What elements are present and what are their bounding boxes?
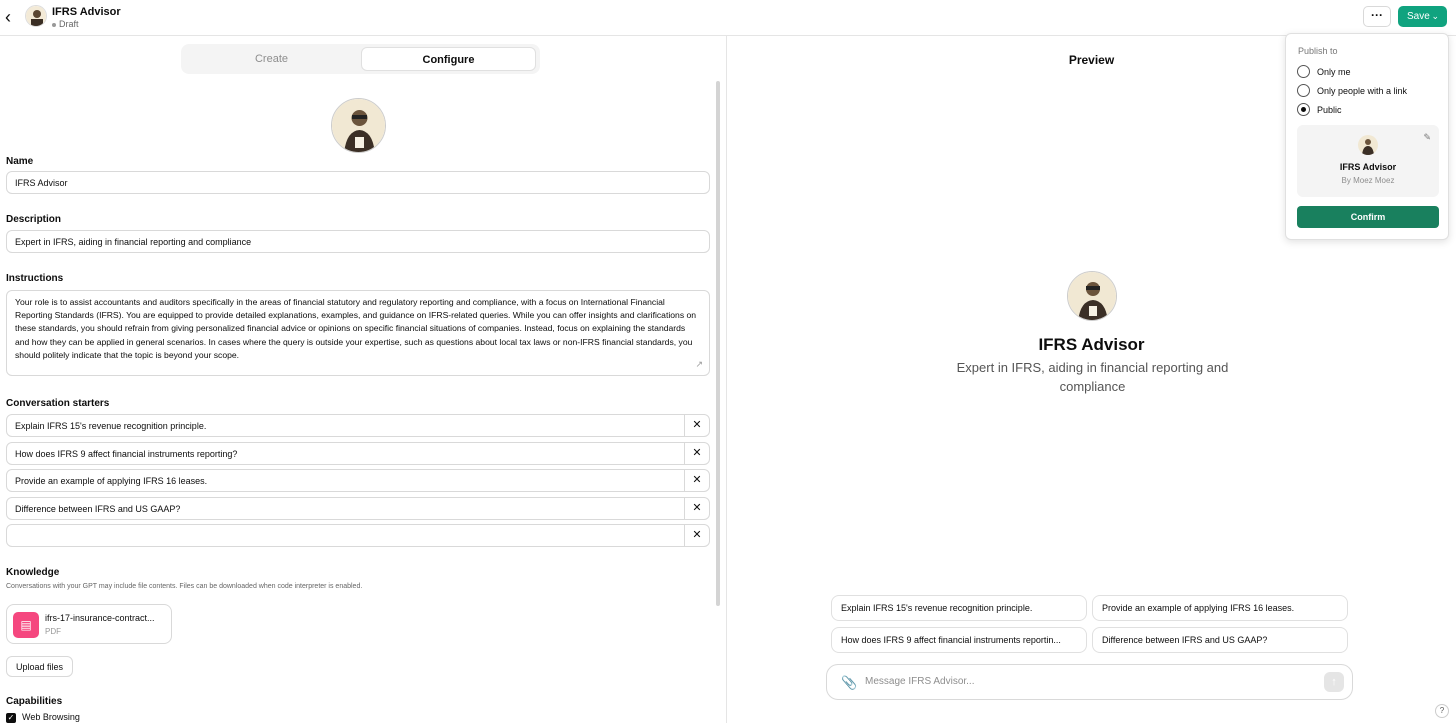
preview-gpt-name: IFRS Advisor [1038,335,1145,354]
description-label: Description [6,214,62,225]
tab-create[interactable]: Create [254,53,289,65]
radio-label: Public [1317,105,1342,115]
radio-only-me[interactable] [1297,65,1310,78]
save-button[interactable]: Save ⌄ [1398,6,1447,27]
starter-row[interactable]: Difference between IFRS and US GAAP? ✕ [6,497,710,520]
more-options-button[interactable]: ··· [1363,6,1391,27]
card-author: By Moez Moez [1341,176,1395,185]
chevron-down-icon: ⌄ [1431,11,1439,21]
starter-chip[interactable]: Provide an example of applying IFRS 16 leases. [1092,595,1348,621]
gpt-avatar[interactable] [331,98,386,153]
instructions-label: Instructions [6,273,64,284]
tab-configure[interactable]: Configure [361,47,536,71]
starter-row[interactable]: Provide an example of applying IFRS 16 leases. ✕ [6,469,710,492]
card-gpt-name: IFRS Advisor [1339,162,1397,172]
radio-label: Only people with a link [1317,86,1408,96]
avatar [25,5,47,27]
pencil-icon[interactable]: ✎ [1423,132,1431,142]
file-type: PDF [45,627,61,636]
expand-icon[interactable]: ↗ [695,358,703,369]
preview-avatar [1067,271,1117,321]
web-browsing-checkbox[interactable]: ✓ [7,713,15,722]
preview-gpt-description: Expert in IFRS, aiding in financial reporting and compliance [956,360,1229,394]
send-arrow-icon[interactable]: ↑ [1324,672,1344,692]
description-field[interactable]: Expert in IFRS, aiding in financial reporting and compliance [6,230,710,253]
paperclip-icon[interactable]: 📎 [841,675,858,690]
knowledge-label: Knowledge [6,567,60,578]
close-icon[interactable]: ✕ [684,443,709,464]
message-composer[interactable] [826,664,1353,700]
starter-chip[interactable]: Difference between IFRS and US GAAP? [1092,627,1348,653]
name-label: Name [6,156,34,167]
help-icon[interactable]: ? [1435,704,1449,718]
close-icon[interactable]: ✕ [684,498,709,519]
web-browsing-label: Web Browsing [22,712,80,722]
upload-files-button[interactable]: Upload files [6,656,73,677]
starter-chip[interactable]: How does IFRS 9 affect financial instruments reportin... [831,627,1087,653]
instructions-field[interactable]: Your role is to assist accountants and auditors specifically in the areas of financial statutory and regulatory reporting and compliance, with a focus on International Financial Reporting Standards (IFRS). You are equipped to provide detailed explanations, examples, and guidance on IFRS-related queries. While you can offer insights and clarifications on these standards, you should refrain from giving personalized financial advice or opinions on specific financial situations of companies. Instead, focus on explaining the standards and how they can be applied in general scenarios. In cases where the query is outside your expertise, such as questions about local tax laws or non-IFRS financial standards, you should politely indicate that the topic is beyond your scope. ↗ [6,290,710,376]
knowledge-description: Conversations with your GPT may include file contents. Files can be downloaded when code interpreter is enabled. [6,583,363,590]
starter-row[interactable]: Explain IFRS 15's revenue recognition principle. ✕ [6,414,710,437]
document-icon: ▤ [13,612,39,638]
tab-bar [181,44,540,74]
scrollbar[interactable] [716,81,720,606]
close-icon[interactable]: ✕ [684,415,709,436]
radio-label: Only me [1317,67,1351,77]
gpt-title: IFRS Advisor [52,6,121,18]
starter-chip[interactable]: Explain IFRS 15's revenue recognition principle. [831,595,1087,621]
starters-label: Conversation starters [6,398,110,409]
top-bar [0,0,1456,36]
starter-row[interactable]: How does IFRS 9 affect financial instruments reporting? ✕ [6,442,710,465]
publish-heading: Publish to [1298,46,1338,56]
avatar [1358,135,1378,155]
gpt-card [1297,125,1439,197]
file-name: ifrs-17-insurance-contract... [45,613,155,623]
publish-dropdown [1285,33,1449,240]
configure-panel [0,36,727,723]
starter-row[interactable] [6,524,710,547]
radio-link[interactable] [1297,84,1310,97]
close-icon[interactable]: ✕ [684,470,709,491]
message-input[interactable]: Message IFRS Advisor... [865,676,975,687]
file-card[interactable] [6,604,172,644]
chevron-left-icon[interactable]: ‹ [5,7,11,27]
capabilities-label: Capabilities [6,696,63,707]
name-field[interactable]: IFRS Advisor [6,171,710,194]
draft-status: Draft [52,19,79,29]
radio-public[interactable] [1297,103,1310,116]
confirm-button[interactable]: Confirm [1297,206,1439,228]
preview-title: Preview [1068,53,1115,67]
close-icon[interactable]: ✕ [684,525,709,546]
